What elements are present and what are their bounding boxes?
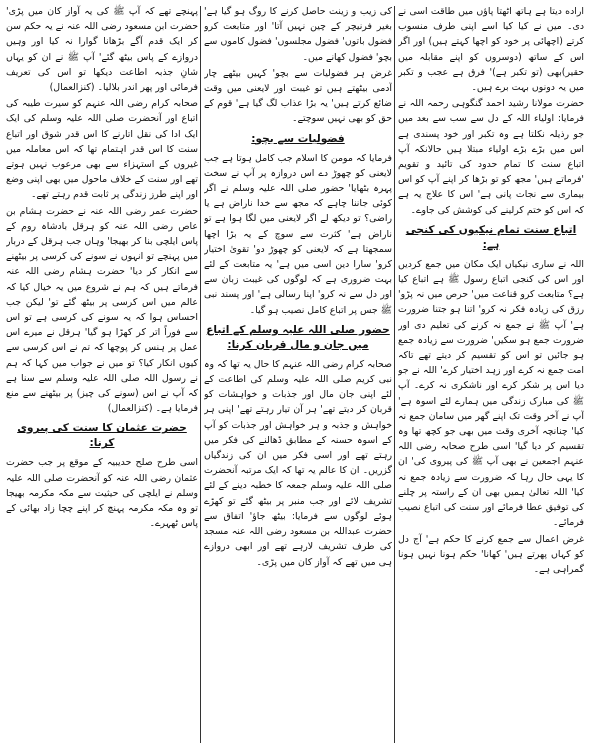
paragraph: فرمایا کہ مومن کا اسلام جب کامل ہوتا ہے جب لایعنی کو چھوڑ دے اس دروازہ پر آپ نے سخت پہرہ بٹھایا' حضور صلی اللہ علیہ وسلم نے اگر کوئی جاننا چاہے کہ مجھ سے خدا ناراض ہے یا راضی؟ تو دیکھ لے اگر لایعنی میں لگا ہوا ہے تو ناراض ہے' کثرت سے سوچ کے یہ بڑا اچھا سمجھتا ہے کہ لایعنی کو چھوڑ دو' تقویٰ اختیار کرو' سارا دین اسی میں ہے' یہ متابعت کے لئے بہت ضروری ہے کہ لوگوں کی غیبت زبان سے اور دل سے نہ کرو' اپنا رسالی ہے' اور پسند نبی ﷺ جس پر اتباع کامل نصیب ہو گیا۔ <box>204 152 392 316</box>
column-divider <box>394 6 395 743</box>
paragraph: اراده دیتا ہے ہاتھ اٹھتا پاؤں میں طاقت اسی نے دی۔ میں نے کیا کیا اسے اپنی طرف منسوب کرتے (اچھائی پر خود کو اچھا کہتے ہیں) اور اگر اس کے ساتھ (دوسروں کو اپنے مقابلہ میں حقیر)بھی (تو تکبر ہے)' فرق ہے عجب و تکبر میں یہ دونوں بہت برے ہیں۔ <box>398 6 584 94</box>
section-heading: فضولیات سے بچو: <box>251 132 345 145</box>
section-heading: حضرت عثمان کا سنت کی پیروی کرنا: <box>17 422 187 450</box>
column-right <box>398 4 584 745</box>
paragraph: پہنچے تھے کہ آپ ﷺ کی یہ آواز کان میں پڑی' حضرت ابن مسعود رضی اللہ عنہ نے یہ حکم سن کر ایک قدم آگے بڑھانا گوارا نہ کیا اور وہیں دروازے کے پاس بیٹھ گئے' آپ ﷺ نے ان کو یہاں شانِ جذبہ اطاعت دیکھا تو اس کی تعریف فرمائی اور پھر اندر بلالیا۔ (کنزالعمال) <box>6 6 198 94</box>
paragraph: غرض ہر فضولیات سے بچو' کہیں بیٹھے چار آدمی بیٹھتے ہیں تو غیبت اور لایعنی میں وقت ضائع کرتے ہیں' یہ بڑا عذاب لگ گیا ہے' قوم کے حق کو بھی نہیں سوچتے۔ <box>204 67 392 125</box>
section-heading: حضور صلی اللہ علیہ وسلم کے اتباع میں جان و مال قربان کرنا: <box>206 323 390 351</box>
paragraph: حضرت مولانا رشید احمد گنگوہی رحمہ اللہ نے فرمایا: اولیاء اللہ کے دل سے سب سے بعد میں جو رذیلہ نکلتا ہے وہ تکبر اور خود پسندی ہے اس میں بڑے بڑے اولیاء مبتلا ہیں حالانکہ آپ اتباع سنت کا تمام حدود کی تائید و تقویم 'فرماتے ہیں' مجھ کو تو بڑھا کر اپنے آپ کو اس بیماری سے نجات پانی ہے' اس کا علاج یہ ہے کہ اس کو ختم کرلینے کی کوشش کی جاوے۔ <box>398 98 584 216</box>
paragraph: صحابہ کرام رضی اللہ عنہم کا حال یہ تھا کہ وہ نبی کریم صلی اللہ علیہ وسلم کی اطاعت کے لئے اپنی جان مال اور جذبات و خواہشات کو قربان کر دیتے تھے' ہر آن تیار رہتے تھے' اپنی ہر خواہش و جذبہ و ہر خواہش اور جذبات کو آپ کے اسوہ حسنہ کے مطابق ڈھالنے کی فکر میں رہتے تھے اور اسی فکر میں ان کی زندگیاں گزریں۔ ان کا عالم یہ تھا کہ ایک مرتبہ آنحضرت صلی اللہ علیہ وسلم جمعہ کا خطبہ دینے کے لئے تشریف لائے اور جب منبر پر بیٹھ گئے تو کھڑے ہوئے لوگوں سے فرمایا: بیٹھ جاؤ' اتفاق سے حضرت عبداللہ بن مسعود رضی اللہ عنہ مسجد کی طرف تشریف لارہے تھے اور ابھی دروازے ہی میں تھے کہ آواز کان میں پڑی۔ <box>204 358 392 568</box>
paragraph: صحابہ کرام رضی اللہ عنہم کو سیرت طیبہ کی اتباع اور آنحضرت صلی اللہ علیہ وسلم کی ایک ایک ادا کی نقل اتارنے کا اس قدر شوق اور اتباع سنت کا اس قدر اہتمام تھا کہ اس معاملہ میں غیروں کے استہزاء سے بھی مرعوب نہیں ہوتے تھے اور سنت کے خلاف ماحول میں بھی اپنی وضع اور اپنے طرز زندگی پر ثابت قدم رہتے تھے۔ <box>6 98 198 201</box>
column-middle <box>204 4 392 745</box>
paragraph: اسی طرح صلح حدیبیہ کے موقع پر جب حضرت عثمان رضی اللہ عنہ کو آنحضرت صلی اللہ علیہ وسلم نے ایلچی کی حیثیت سے مکہ مکرمہ بھیجا تو وہ مکہ مکرمہ پہنچ کر اپنے چچا زاد بھائی کے پاس ٹھہرے۔ <box>6 457 198 530</box>
paragraph: حضرت عمر رضی اللہ عنہ نے حضرت ہشام بن عاص رضی اللہ عنہ کو ہرقل بادشاہ روم کے پاس ایلچی بنا کر بھیجا' وہاں جب ہرقل کے دربار میں پہنچے تو انہوں نے سونے کی کرسی پر بیٹھنے سے انکار کر دیا' حضرت ہشام رضی اللہ عنہ فرماتے ہیں کہ ہم نے شروع میں یہ خیال کیا کہ عالم میں اس کرسی پر بیٹھ گئے تو' لیکن جب احساس ہوا کہ یہ سونے کی کرسی ہے تو اس سے فوراً اتر کر کھڑا ہو گیا' ہرقل نے میرے اس عمل پر ہنس کر پوچھا کہ تم نے اس کرسی سے کیوں انکار کیا؟ تو میں نے جواب میں کہا کہ ہم نے رسول اللہ صلی اللہ علیہ وسلم سے سنا ہے کہ آپ نے اس (سونے کی چیز) پر بیٹھنے سے منع فرمایا ہے۔ (کنزالعمال) <box>6 205 198 415</box>
column-divider <box>200 6 201 743</box>
paragraph: کی زیب و زینت حاصل کرنے کا روگ ہو گیا ہے' بغیر فرنیچر کے چین نہیں آتا' اور متابعت کرو فضول باتوں' فضول مجلسوں' فضول کاموں سے بچو' فضول کھانے میں۔ <box>204 6 392 63</box>
paragraph: اللہ نے ساری نیکیاں ایک مکان میں جمع کردیں اور اس کی کنجی اتباع رسول ﷺ ہے اتباع کیا ہے؟ متابعت کرو قناعت میں' حرص میں نہ پڑو' رزق کی زیادہ فکر نہ کرو' اتنا ہو جتنا ضرورت ہے' آپ ﷺ نے جمع نہ کرنے کی تعلیم دی اور ضرورت جمع ہو سکیں' ضرورت سے زیادہ جمع ہو جائیں تو اس کو تقسیم کر دیتے تھے تاکہ امت جمع نہ کرے اور زہد اختیار کرے' اللہ نے جو دیا اس پر شکر کرے اور ناشکری نہ کرے۔ آپ ﷺ کی مبارک زندگی میں ہمارے لئے اسوہ ہے' آپ نے آخر وقت تک اپنے گھر میں سامان جمع نہ کیا' چنانچہ آخری وقت میں بھی جو کچھ تھا وہ تقسیم کر دیا گیا' اسی طرح صحابہ رضی اللہ عنہم اجمعین نے بھی آپ ﷺ کی پیروی کی' ان کا یہی حال رہا کہ ضرورت سے زیادہ جمع نہ کیا' اللہ تعالیٰ ہمیں بھی ان کے راستہ پر چلنے کی توفیق عطا فرمائے اور سنت کی اتباع نصیب فرمائے۔ <box>398 258 584 529</box>
column-left <box>6 4 198 745</box>
paragraph: غرض اعمال سے جمع کرنے کا حکم ہے' آج دل کو کہاں پھرتے ہیں' کھانا' حکم ہونا نہیں ہونا گمراہی ہے۔ <box>398 533 584 575</box>
section-heading: اتباع سنت تمام نیکیوں کی کنجی ہے: <box>405 223 577 251</box>
